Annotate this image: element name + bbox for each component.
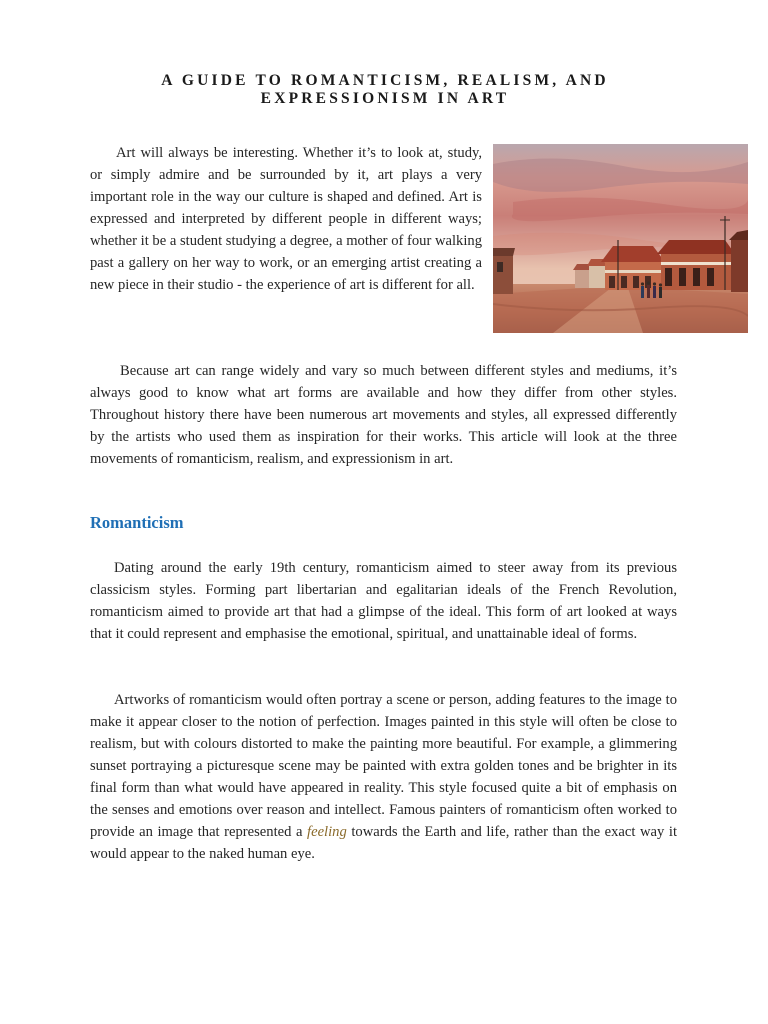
romanticism-paragraph-2 <box>90 689 677 865</box>
romanticism-heading: Romanticism <box>90 513 184 532</box>
intro-paragraph: Art will always be interesting. Whether it’s to look at, study, or simply admire and be surrounded by it, art plays a very important role in the way our culture is shaped and defined. Art is expressed and interpreted by different people in different ways; whether it be a student studying a degree, a mother of four walking past a gallery on her way to work, or an emerging artist creating a new piece in their studio - the experience of art is different for all. <box>90 145 482 293</box>
street-painting-image <box>493 144 748 333</box>
romanticism-paragraph-2-end: towards the Earth and life, rather than the exact way it would appear to the naked human eye. <box>90 824 677 862</box>
romanticism-paragraph-2-start: Artworks of romanticism would often portray a scene or person, adding features to the image to make it appear closer to the notion of perfection. Images painted in this style will often be close to realism, but with colours distorted to make the painting more beautiful. For example, a glimmering sunset portraying a picturesque scene may be painted with extra golden tones and be brighter in its final form than what would have appeared in reality. This style focused quite a bit of emphasis on the senses and emotions over reason and intellect. Famous painters of romanticism often worked to provide an image that represented a <box>90 692 677 840</box>
second-paragraph: Because art can range widely and vary so much between different styles and mediums, it’s always good to know what art forms are available and how they differ from other styles. Throughout history there have been numerous art movements and styles, all expressed differently by the artists who used them as inspiration for their works. This article will look at the three movements of romanticism, realism, and expressionism in art. <box>90 363 677 467</box>
document-title: A GUIDE TO ROMANTICISM, REALISM, AND EXPRESSIONISM IN ART <box>161 72 609 107</box>
painting-artwork <box>493 144 748 333</box>
romanticism-paragraph-1: Dating around the early 19th century, romanticism aimed to steer away from its previous classicism styles. Forming part libertarian and egalitarian ideals of the French Revolution, romanticism aimed to provide art that had a glimpse of the ideal. This form of art looked at ways that it could represent and emphasise the emotional, spiritual, and unattainable ideal of forms. <box>90 560 677 642</box>
italic-feeling-word: feeling <box>307 824 347 840</box>
